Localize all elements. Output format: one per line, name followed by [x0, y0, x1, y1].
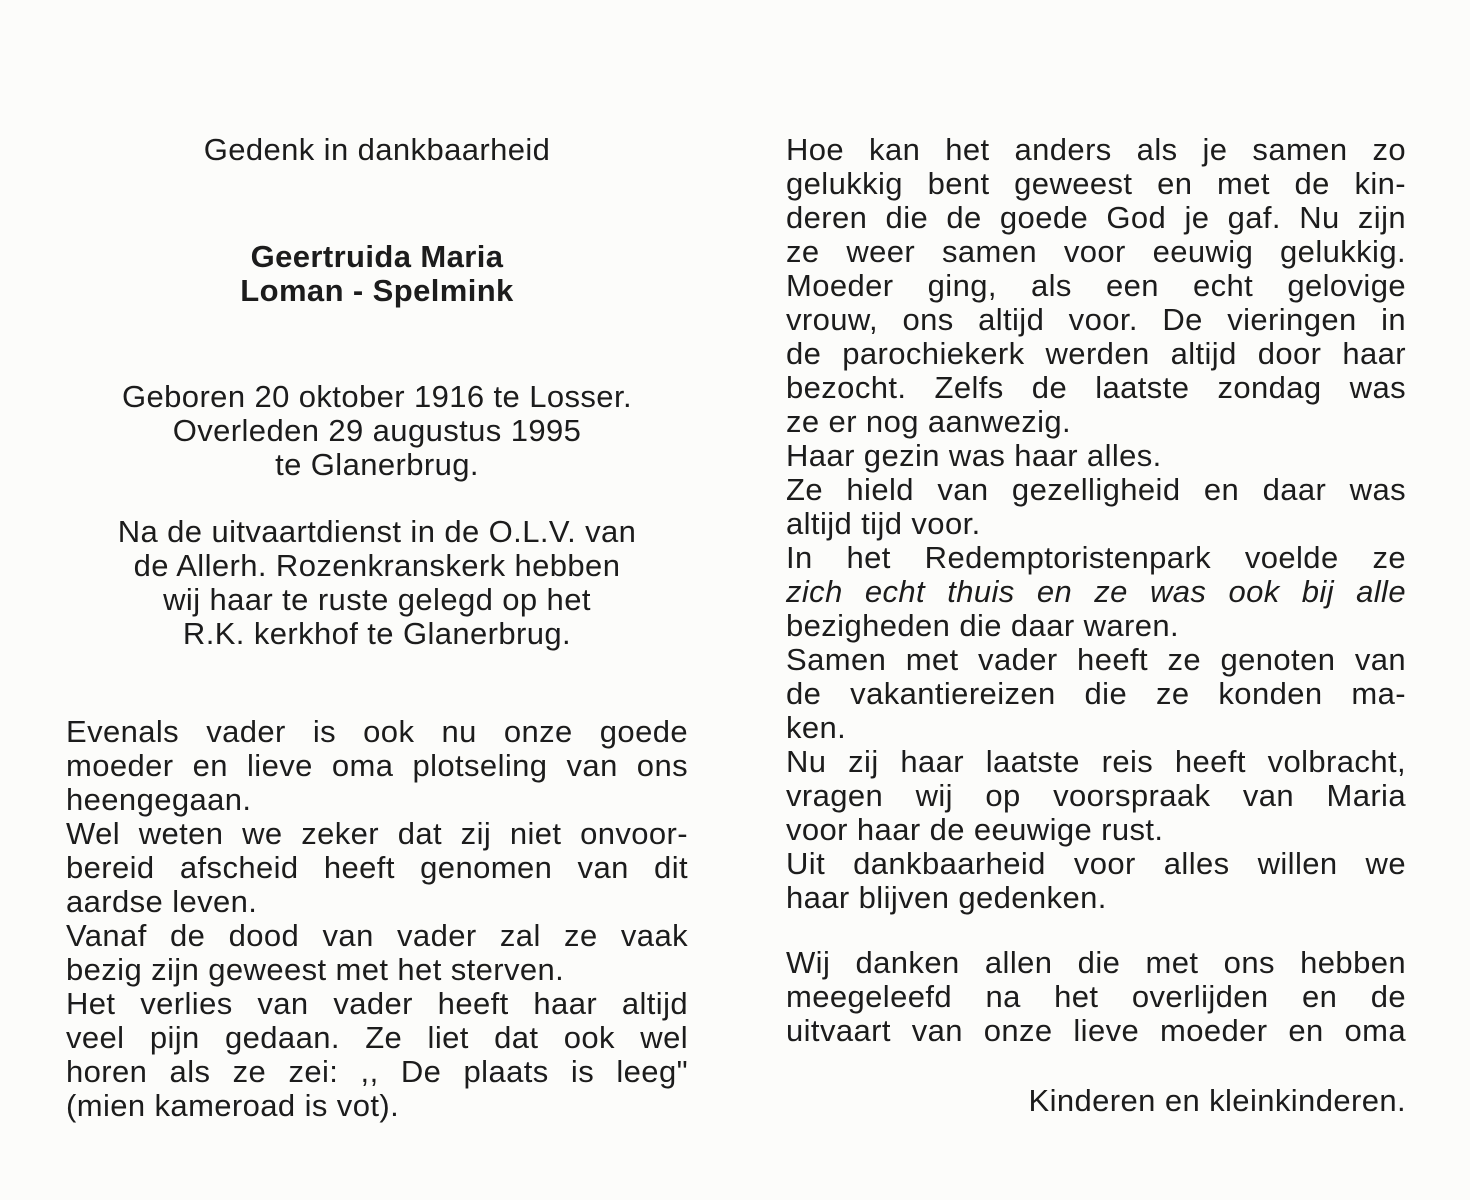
text-line: bezigheden die daar waren.	[786, 608, 1180, 643]
burial-line: R.K. kerkhof te Glanerbrug.	[182, 616, 572, 651]
signature-text: Kinderen en kleinkinderen.	[1028, 1083, 1406, 1118]
text-line: deren die de goede God je gaf. Nu zijn	[786, 200, 1406, 235]
text-line: Nu zij haar laatste reis heeft volbracht,	[786, 744, 1406, 779]
text-line: Het verlies van vader heeft haar altijd	[66, 986, 688, 1021]
text-line: vragen wij op voorspraak van Maria	[786, 778, 1406, 813]
text-line: veel pijn gedaan. Ze liet dat ook wel	[66, 1020, 688, 1055]
burial-line: Na de uitvaartdienst in de O.L.V. van	[117, 514, 637, 549]
death-line: Overleden 29 augustus 1995	[172, 413, 582, 448]
text-line: Samen met vader heeft ze genoten van	[786, 642, 1406, 677]
text-line: horen als ze zei: ,, De plaats is leeg"	[66, 1054, 688, 1089]
text-line: bereid afscheid heeft genomen van dit	[66, 850, 688, 885]
text-line: bezocht. Zelfs de laatste zondag was	[786, 370, 1406, 405]
text-line: vrouw, ons altijd voor. De vieringen in	[786, 302, 1406, 337]
name-line: Geertruida Maria	[250, 239, 504, 274]
text-line: ze er nog aanwezig.	[786, 404, 1072, 439]
death-place-line: te Glanerbrug.	[275, 447, 479, 482]
text-line: Moeder ging, als een echt gelovige	[786, 268, 1406, 303]
text-line: ken.	[786, 710, 847, 745]
text-line: In het Redemptoristenpark voelde ze	[786, 540, 1406, 575]
signature	[786, 1084, 1406, 1118]
deceased-name	[66, 240, 688, 308]
burial-note	[66, 515, 688, 651]
text-line: aardse leven.	[66, 884, 258, 919]
right-text	[786, 133, 1406, 915]
text-line: Wel weten we zeker dat zij niet onvoor-	[66, 816, 688, 851]
burial-line: de Allerh. Rozenkranskerk hebben	[133, 548, 621, 583]
text-line: altijd tijd voor.	[786, 506, 981, 541]
text-line: Evenals vader is ook nu onze goede	[66, 714, 688, 749]
text-line: zich echt thuis en ze was ook bij alle	[786, 574, 1406, 609]
text-line: de parochiekerk werden altijd door haar	[786, 336, 1406, 371]
text-line: Ze hield van gezelligheid en daar was	[786, 472, 1406, 507]
text-line: heengegaan.	[66, 782, 252, 817]
text-line: Vanaf de dood van vader zal ze vaak	[66, 918, 688, 953]
text-line: Uit dankbaarheid voor alles willen we	[786, 846, 1406, 881]
text-line: de vakantiereizen die ze konden ma-	[786, 676, 1406, 711]
dates	[66, 380, 688, 482]
text-line: (mien kameroad is vot).	[66, 1088, 400, 1123]
text-line: bezig zijn geweest met het sterven.	[66, 952, 565, 987]
heading	[66, 133, 688, 167]
text-line: voor haar de eeuwige rust.	[786, 812, 1164, 847]
thanks	[786, 946, 1406, 1048]
thanks-line: uitvaart van onze lieve moeder en oma	[786, 1013, 1406, 1048]
heading-text: Gedenk in dankbaarheid	[203, 132, 551, 167]
thanks-line: meegeleefd na het overlijden en de	[786, 979, 1406, 1014]
text-line: moeder en lieve oma plotseling van ons	[66, 748, 688, 783]
text-line: haar blijven gedenken.	[786, 880, 1107, 915]
burial-line: wij haar te ruste gelegd op het	[163, 582, 591, 617]
text-line: ze weer samen voor eeuwig gelukkig.	[786, 234, 1406, 269]
text-line: gelukkig bent geweest en met de kin-	[786, 166, 1406, 201]
left-text	[66, 715, 688, 1123]
name-line: Loman - Spelmink	[240, 273, 514, 308]
text-line: Hoe kan het anders als je samen zo	[786, 132, 1406, 167]
thanks-line: Wij danken allen die met ons hebben	[786, 945, 1406, 980]
text-line: Haar gezin was haar alles.	[786, 438, 1162, 473]
birth-line: Geboren 20 oktober 1916 te Losser.	[122, 379, 632, 414]
